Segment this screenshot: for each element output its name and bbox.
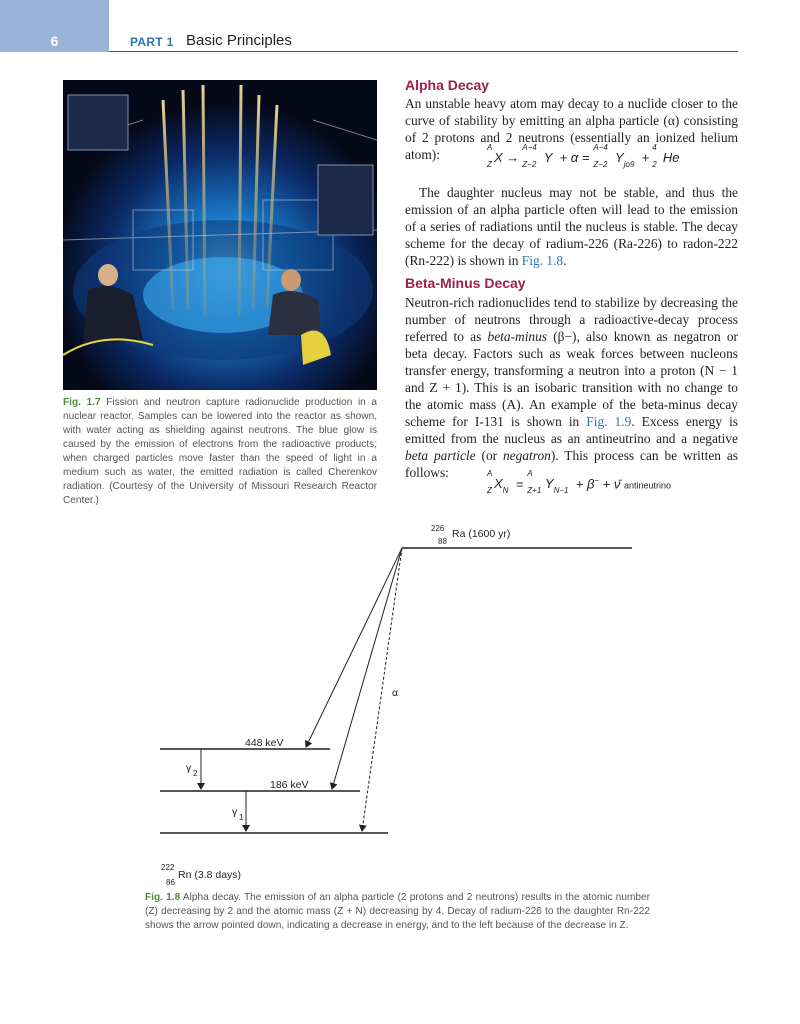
- reactor-photo: [63, 80, 377, 390]
- beta-particle-term: beta particle: [405, 448, 476, 463]
- fig-1-9-link[interactable]: Fig. 1.9: [586, 414, 632, 429]
- parent-nuclide-label: Ra (1600 yr): [452, 528, 511, 540]
- beta-minus-heading: Beta-Minus Decay: [405, 275, 526, 291]
- fig-1-8-link[interactable]: Fig. 1.8: [521, 253, 564, 268]
- figure-1-8-label: Fig. 1.8: [145, 892, 181, 903]
- alpha-decay-heading: Alpha Decay: [405, 77, 490, 93]
- figure-1-8-text: Alpha decay. The emission of an alpha particle (2 protons and 2 neutrons) results in the atomic number (Z) decreasing by 2 and the atomic mass (Z + N) decreasing by 4. Decay of radium-226 to the daughter Rn-222 shows the arrow pointed down, indicating a decrease in energy, and to the left because of the decrease in Z.: [145, 892, 650, 931]
- level-186kev-label: 186 keV: [270, 779, 309, 791]
- alpha-decay-paragraph-1: An unstable heavy atom may decay to a nuclide closer to the curve of stability by emitting an alpha particle (α) consisting of 2 protons and 2 neutrons (essentially an ionized helium atom):: [405, 96, 738, 162]
- parent-atomic-number: 88: [438, 537, 447, 546]
- page-number: 6: [50, 33, 59, 49]
- gamma2-symbol: γ: [186, 762, 192, 774]
- alpha-decay-paragraph-2: [405, 184, 738, 269]
- figure-1-7-caption: [63, 396, 377, 508]
- alpha-symbol: α: [392, 687, 399, 699]
- antineutrino-label: antineutrino: [624, 480, 672, 491]
- gamma2-subscript: 2: [193, 769, 198, 778]
- negatron-term: negatron: [502, 448, 551, 463]
- beta-para-text-1: Neutron-rich radionuclides tend to stabilize by decreasing the number of neutrons through a radioactive-decay process referred to as: [405, 295, 738, 344]
- alpha-para2-text: The daughter nucleus may not be stable, and thus the emission of an alpha particle often will lead to the emission of a series of radiations until the nucleus is stable. The decay scheme for the decay of radium-226 (Ra-226) to radon-222 (Rn-222) is shown in: [405, 185, 738, 268]
- gamma1-symbol: γ: [232, 806, 238, 818]
- beta-para-text-3: . Excess energy is emitted from the nucleus as an antineutrino and a negative: [405, 414, 739, 446]
- parent-mass-number: 226: [431, 524, 445, 533]
- alpha-transition-to-186kev: [332, 548, 402, 789]
- figure-1-7-text: Fission and neutron capture radionuclide production in a nuclear reactor. Samples can be lowered into the reactor as shown, with water acting as shielding against neutrons. The blue glow is caused by the emission of electrons from the radioactive products; when charged particles move faster than the speed of light in a medium such as water, the emitted radiation is called Cherenkov radiation. (Courtesy of the University of Missouri Research Reactor Center.): [63, 397, 377, 506]
- gamma1-subscript: 1: [239, 813, 244, 822]
- beta-para-text-2: (β−), also known as negatron or beta decay. Factors such as weak forces between nucleons transfer energy, transforming a neutron into a proton (N − 1 and Z + 1). This is an isobaric transition with no change to the atomic mass (A). An example of the beta-minus decay scheme for I-131 is shown in: [405, 329, 738, 429]
- part-label: PART 1: [130, 35, 174, 49]
- alpha-decay-scheme-diagram: [140, 518, 650, 890]
- beta-minus-paragraph: [405, 294, 738, 481]
- header-rule: [109, 51, 738, 52]
- beta-para-text-5: ). This process can be written as follows:: [405, 448, 738, 480]
- daughter-nuclide-label: Rn (3.8 days): [178, 869, 242, 881]
- daughter-atomic-number: 86: [166, 878, 175, 887]
- figure-1-8-caption: [145, 891, 650, 933]
- daughter-mass-number: 222: [161, 863, 175, 872]
- beta-minus-term: beta-minus: [487, 329, 548, 344]
- beta-para-text-4: (or: [475, 448, 503, 463]
- alpha-decay-equation: A Z X → A−4 Z−2 Y + α = A−4 Z−2 $Y_{jo9}$ + 4 2 He: [487, 143, 680, 169]
- part-title: Basic Principles: [186, 32, 292, 49]
- alpha-para2-end: .: [563, 253, 567, 268]
- beta-minus-equation: A Z $X_N$ = A Z+1 $Y_{N-1} + \beta^-$ + ν̄ antineutrino: [487, 469, 672, 496]
- level-448kev-label: 448 keV: [245, 737, 284, 749]
- figure-1-7-label: Fig. 1.7: [63, 397, 101, 408]
